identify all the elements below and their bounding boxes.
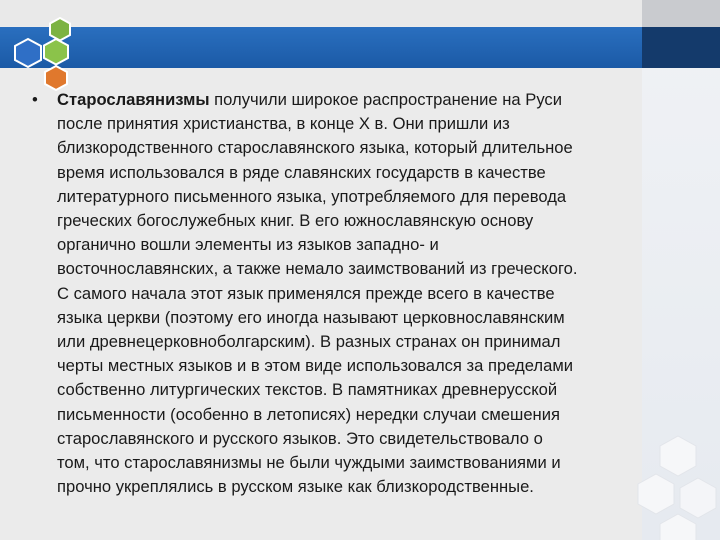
deco-hexagon-icon (660, 514, 696, 540)
body-line: черты местных языков и в этом виде использовался за пределами (57, 356, 574, 376)
hexagon-light-green-icon (44, 39, 68, 65)
hexagon-blue-icon (15, 39, 41, 67)
hexagon-logo-icon (6, 14, 84, 92)
body-line: собственно литургических текстов. В памятниках древнерусской (57, 380, 558, 400)
top-strip (0, 0, 720, 26)
body-line: восточнославянских, а также немало заимствований из греческого. (57, 259, 578, 279)
body-line: органично вошли элементы из языков западно- и (57, 235, 439, 255)
body-line: получили широкое распространение на Руси (209, 90, 562, 109)
hexagon-orange-icon (45, 66, 67, 90)
body-line: после принятия христианства, в конце X в. Они пришли из (57, 114, 510, 134)
body-line: прочно укреплялись в русском языке как близкородственные. (57, 477, 534, 497)
header-dark-block (642, 27, 720, 68)
header-bar (0, 27, 642, 68)
bullet-icon: • (32, 90, 38, 109)
bold-term: Старославянизмы (57, 90, 210, 109)
body-line: греческих богослужебных книг. В его южнославянскую основу (57, 211, 534, 231)
paragraph (57, 88, 697, 499)
body-line: литературного письменного языка, употребляемого для перевода (57, 186, 567, 206)
body-line: письменности (особенно в летописях) нередки случаи смешения (57, 404, 560, 424)
body-line: или древнецерковноболгарским). В разных странах он принимал (57, 332, 561, 352)
body-line: С самого начала этот язык применялся прежде всего в качестве (57, 283, 555, 303)
body-line: близкородственного старославянского языка, который длительное (57, 138, 573, 158)
body-line: время использовался в ряде славянских государств в качестве (57, 162, 546, 182)
right-panel-top-block (642, 0, 720, 27)
hexagon-green-icon (50, 18, 70, 41)
body-line: языка церкви (поэтому его иногда называют церковнославянским (57, 307, 565, 327)
body-line: том, что старославянизмы не были чуждыми заимствованиями и (57, 453, 561, 473)
body-line: старославянского и русского языков. Это свидетельствовало о (57, 428, 543, 448)
